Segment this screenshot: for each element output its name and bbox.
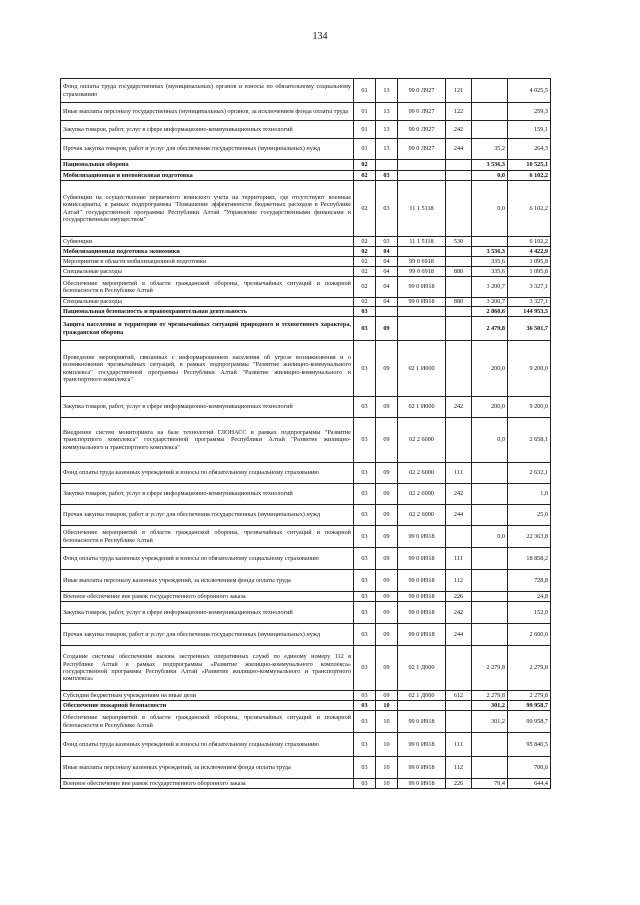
- subsection-code-cell: 04: [376, 277, 398, 298]
- table-row: [61, 779, 551, 789]
- target-article-cell: 99 0 И918: [398, 624, 446, 646]
- subsection-code-cell: 09: [376, 484, 398, 505]
- table-row: [61, 103, 551, 121]
- subsection-code-cell: 10: [376, 701, 398, 711]
- target-article-cell: 02 2 6000: [398, 418, 446, 463]
- expense-type-cell: [446, 341, 472, 397]
- section-code-cell: 03: [354, 463, 376, 484]
- section-code-cell: 03: [354, 779, 376, 789]
- target-article-cell: 11 1 5118: [398, 181, 446, 237]
- expense-type-cell: 226: [446, 779, 472, 789]
- expense-type-cell: [446, 418, 472, 463]
- expense-type-cell: 242: [446, 484, 472, 505]
- expense-type-cell: [446, 526, 472, 548]
- subsection-code-cell: [376, 307, 398, 317]
- subsection-code-cell: 09: [376, 624, 398, 646]
- subsection-code-cell: [376, 160, 398, 171]
- section-code-cell: 02: [354, 160, 376, 171]
- amount-change-cell: 3 536,3: [472, 160, 508, 171]
- expense-type-cell: [446, 171, 472, 181]
- amount-total-cell: 152,0: [508, 602, 551, 624]
- row-name-cell: Прочая закупка товаров, работ и услуг для обеспечения государственных (муниципальных) нужд: [61, 505, 354, 526]
- expense-type-cell: [446, 307, 472, 317]
- amount-change-cell: 35,2: [472, 139, 508, 160]
- amount-change-cell: [472, 592, 508, 602]
- section-code-cell: 01: [354, 103, 376, 121]
- target-article-cell: 99 0 И918: [398, 592, 446, 602]
- expense-type-cell: 122: [446, 103, 472, 121]
- amount-total-cell: 22 363,8: [508, 526, 551, 548]
- amount-change-cell: [472, 463, 508, 484]
- expense-type-cell: 121: [446, 79, 472, 103]
- target-article-cell: 02 1 И000: [398, 341, 446, 397]
- table-row: [61, 463, 551, 484]
- amount-total-cell: 18 858,2: [508, 548, 551, 570]
- subsection-code-cell: 09: [376, 397, 398, 418]
- subsection-code-cell: 09: [376, 602, 398, 624]
- subsection-code-cell: 10: [376, 757, 398, 779]
- table-row: [61, 277, 551, 298]
- subsection-code-cell: 09: [376, 418, 398, 463]
- row-name-cell: Обеспечение пожарной безопасности: [61, 701, 354, 711]
- amount-total-cell: 1 095,8: [508, 257, 551, 267]
- amount-change-cell: 335,6: [472, 267, 508, 277]
- row-name-cell: Закупка товаров, работ, услуг в сфере информационно-коммуникационных технологий: [61, 602, 354, 624]
- section-code-cell: 03: [354, 733, 376, 757]
- row-name-cell: Специальные расходы: [61, 267, 354, 277]
- expense-type-cell: 112: [446, 757, 472, 779]
- table-row: [61, 307, 551, 317]
- table-row: [61, 570, 551, 592]
- amount-change-cell: [472, 548, 508, 570]
- amount-total-cell: 259,3: [508, 103, 551, 121]
- subsection-code-cell: 09: [376, 570, 398, 592]
- amount-total-cell: 99 958,7: [508, 701, 551, 711]
- amount-total-cell: 2 600,0: [508, 624, 551, 646]
- row-name-cell: Обеспечение мероприятий в области гражданской обороны, чрезвычайных ситуаций и пожарной безопасности в Республике Алтай: [61, 277, 354, 298]
- table-row: [61, 181, 551, 237]
- section-code-cell: 03: [354, 570, 376, 592]
- table-row: [61, 298, 551, 307]
- amount-change-cell: 200,0: [472, 397, 508, 418]
- amount-total-cell: 3 327,1: [508, 298, 551, 307]
- row-name-cell: Национальная оборона: [61, 160, 354, 171]
- expense-type-cell: [446, 646, 472, 691]
- amount-change-cell: [472, 103, 508, 121]
- expense-type-cell: [446, 257, 472, 267]
- amount-change-cell: 79,4: [472, 779, 508, 789]
- table-row: [61, 711, 551, 733]
- amount-change-cell: 0,0: [472, 526, 508, 548]
- amount-change-cell: [472, 79, 508, 103]
- page-number: 134: [312, 31, 328, 42]
- section-code-cell: 02: [354, 181, 376, 237]
- amount-total-cell: 264,3: [508, 139, 551, 160]
- expense-type-cell: 244: [446, 624, 472, 646]
- subsection-code-cell: 04: [376, 267, 398, 277]
- expense-type-cell: 111: [446, 463, 472, 484]
- amount-total-cell: 700,0: [508, 757, 551, 779]
- target-article-cell: 02 2 6000: [398, 463, 446, 484]
- table-row: [61, 341, 551, 397]
- target-article-cell: 99 0 И918: [398, 570, 446, 592]
- expense-type-cell: 880: [446, 267, 472, 277]
- amount-total-cell: 9 200,0: [508, 397, 551, 418]
- expense-type-cell: 242: [446, 602, 472, 624]
- section-code-cell: 03: [354, 757, 376, 779]
- table-row: [61, 237, 551, 247]
- amount-change-cell: 3 536,3: [472, 247, 508, 257]
- amount-change-cell: [472, 484, 508, 505]
- target-article-cell: 02 1 Д000: [398, 646, 446, 691]
- row-name-cell: Создание системы обеспечения вызова экстренных оперативных служб по единому номеру 112 в Республике Алтай в рамках подпрограммы «Развитие жилищно-коммунального комплекса» государственной программы Республики Алтай «Развитие жилищно-коммунального и транспортного комплекса»: [61, 646, 354, 691]
- section-code-cell: 02: [354, 247, 376, 257]
- amount-change-cell: [472, 505, 508, 526]
- target-article-cell: 99 0 Л927: [398, 121, 446, 139]
- subsection-code-cell: 04: [376, 247, 398, 257]
- expense-type-cell: [446, 181, 472, 237]
- amount-total-cell: 24,8: [508, 592, 551, 602]
- expense-type-cell: 244: [446, 139, 472, 160]
- expense-type-cell: [446, 711, 472, 733]
- row-name-cell: Национальная безопасность и правоохранительная деятельность: [61, 307, 354, 317]
- amount-total-cell: 9 200,0: [508, 341, 551, 397]
- table-row: [61, 397, 551, 418]
- budget-table-body: [61, 79, 551, 789]
- target-article-cell: [398, 317, 446, 341]
- amount-change-cell: 0,0: [472, 171, 508, 181]
- section-code-cell: 02: [354, 298, 376, 307]
- table-row: [61, 733, 551, 757]
- amount-total-cell: 4 025,5: [508, 79, 551, 103]
- amount-total-cell: 728,8: [508, 570, 551, 592]
- row-name-cell: Закупка товаров, работ, услуг в сфере информационно-коммуникационных технологий: [61, 484, 354, 505]
- subsection-code-cell: 10: [376, 779, 398, 789]
- section-code-cell: 03: [354, 691, 376, 701]
- section-code-cell: 02: [354, 237, 376, 247]
- amount-total-cell: 6 102,2: [508, 181, 551, 237]
- amount-change-cell: 3 200,7: [472, 298, 508, 307]
- row-name-cell: Субсидии бюджетным учреждениям на иные цели: [61, 691, 354, 701]
- table-row: [61, 624, 551, 646]
- row-name-cell: Мобилизационная подготовка экономики: [61, 247, 354, 257]
- target-article-cell: 99 0 И918: [398, 298, 446, 307]
- amount-total-cell: 2 279,8: [508, 646, 551, 691]
- subsection-code-cell: 09: [376, 691, 398, 701]
- amount-change-cell: [472, 570, 508, 592]
- target-article-cell: 99 0 6918: [398, 267, 446, 277]
- subsection-code-cell: 09: [376, 548, 398, 570]
- expense-type-cell: 226: [446, 592, 472, 602]
- subsection-code-cell: 13: [376, 121, 398, 139]
- row-name-cell: Закупка товаров, работ, услуг в сфере информационно-коммуникационных технологий: [61, 397, 354, 418]
- amount-change-cell: [472, 121, 508, 139]
- subsection-code-cell: 09: [376, 317, 398, 341]
- section-code-cell: 02: [354, 257, 376, 267]
- row-name-cell: Защита населения и территории от чрезвычайных ситуаций природного и техногенного характера, гражданская оборона: [61, 317, 354, 341]
- target-article-cell: 99 0 И918: [398, 757, 446, 779]
- subsection-code-cell: 13: [376, 79, 398, 103]
- row-name-cell: Иные выплаты персоналу казенных учреждений, за исключением фонда оплаты труда: [61, 570, 354, 592]
- subsection-code-cell: 13: [376, 103, 398, 121]
- row-name-cell: Внедрение систем мониторинга на базе технологий ГЛОНАСС в рамках подпрограммы "Развитие транспортного комплекса" государственной программы Республики Алтай "Развитие жилищно-коммунального и транспортного комплекса": [61, 418, 354, 463]
- expense-type-cell: [446, 160, 472, 171]
- table-row: [61, 160, 551, 171]
- amount-total-cell: 3 327,1: [508, 277, 551, 298]
- expense-type-cell: 880: [446, 298, 472, 307]
- amount-total-cell: 2 658,1: [508, 418, 551, 463]
- target-article-cell: 99 0 Л927: [398, 139, 446, 160]
- subsection-code-cell: 09: [376, 341, 398, 397]
- expense-type-cell: 242: [446, 397, 472, 418]
- target-article-cell: [398, 247, 446, 257]
- budget-table: [60, 78, 551, 789]
- amount-total-cell: 1 095,8: [508, 267, 551, 277]
- amount-total-cell: 4 422,9: [508, 247, 551, 257]
- amount-change-cell: 2 279,8: [472, 691, 508, 701]
- subsection-code-cell: 09: [376, 505, 398, 526]
- section-code-cell: 03: [354, 526, 376, 548]
- row-name-cell: Обеспечение мероприятий в области гражданской обороны, чрезвычайных ситуаций и пожарной безопасности в Республике Алтай: [61, 526, 354, 548]
- row-name-cell: Мобилизационная и вневойсковая подготовка: [61, 171, 354, 181]
- target-article-cell: 11 1 5118: [398, 237, 446, 247]
- subsection-code-cell: 09: [376, 592, 398, 602]
- amount-total-cell: 10 525,1: [508, 160, 551, 171]
- target-article-cell: 99 0 И918: [398, 711, 446, 733]
- section-code-cell: 02: [354, 277, 376, 298]
- amount-total-cell: 36 501,7: [508, 317, 551, 341]
- target-article-cell: 02 1 Д000: [398, 691, 446, 701]
- table-row: [61, 757, 551, 779]
- amount-total-cell: 2 632,1: [508, 463, 551, 484]
- amount-total-cell: 95 840,5: [508, 733, 551, 757]
- row-name-cell: Иные выплаты персоналу государственных (муниципальных) органов, за исключением фонда оплаты труда: [61, 103, 354, 121]
- target-article-cell: 99 0 И918: [398, 526, 446, 548]
- amount-total-cell: 1,0: [508, 484, 551, 505]
- expense-type-cell: [446, 701, 472, 711]
- target-article-cell: 02 2 6000: [398, 484, 446, 505]
- expense-type-cell: [446, 247, 472, 257]
- target-article-cell: 99 0 И918: [398, 277, 446, 298]
- subsection-code-cell: 03: [376, 171, 398, 181]
- section-code-cell: 03: [354, 602, 376, 624]
- row-name-cell: Военное обеспечение вне рамок государственного оборонного заказа: [61, 592, 354, 602]
- target-article-cell: 02 2 6000: [398, 505, 446, 526]
- section-code-cell: 03: [354, 341, 376, 397]
- amount-change-cell: [472, 757, 508, 779]
- subsection-code-cell: 03: [376, 237, 398, 247]
- amount-change-cell: 0,0: [472, 418, 508, 463]
- target-article-cell: 02 1 И000: [398, 397, 446, 418]
- section-code-cell: 03: [354, 592, 376, 602]
- expense-type-cell: [446, 277, 472, 298]
- table-row: [61, 79, 551, 103]
- row-name-cell: Иные выплаты персоналу казенных учреждений, за исключением фонда оплаты труда: [61, 757, 354, 779]
- expense-type-cell: 111: [446, 548, 472, 570]
- section-code-cell: 03: [354, 307, 376, 317]
- subsection-code-cell: 09: [376, 646, 398, 691]
- section-code-cell: 03: [354, 397, 376, 418]
- target-article-cell: 99 0 И918: [398, 602, 446, 624]
- table-row: [61, 171, 551, 181]
- amount-total-cell: 6 102,2: [508, 171, 551, 181]
- table-row: [61, 592, 551, 602]
- amount-change-cell: 200,0: [472, 341, 508, 397]
- row-name-cell: Фонд оплаты труда казенных учреждений и взносы по обязательному социальному страхованию: [61, 463, 354, 484]
- section-code-cell: 02: [354, 171, 376, 181]
- table-row: [61, 257, 551, 267]
- subsection-code-cell: 10: [376, 711, 398, 733]
- table-row: [61, 505, 551, 526]
- table-row: [61, 484, 551, 505]
- row-name-cell: Проведение мероприятий, связанных с информированием населения об угрозе возникновения и о возникновении чрезвычайных ситуаций, в рамках подпрограммы "Развитие жилищно-коммунального комплекса" государственной программы Республики Алтай "Развитие жилищно-коммунального и транспортного комплекса": [61, 341, 354, 397]
- target-article-cell: [398, 307, 446, 317]
- target-article-cell: 99 0 6918: [398, 257, 446, 267]
- target-article-cell: 99 0 И918: [398, 733, 446, 757]
- target-article-cell: [398, 701, 446, 711]
- section-code-cell: 03: [354, 701, 376, 711]
- expense-type-cell: 112: [446, 570, 472, 592]
- expense-type-cell: 244: [446, 505, 472, 526]
- amount-change-cell: [472, 237, 508, 247]
- row-name-cell: Мероприятия в области мобилизационной подготовки: [61, 257, 354, 267]
- section-code-cell: 03: [354, 624, 376, 646]
- row-name-cell: Закупка товаров, работ, услуг в сфере информационно-коммуникационных технологий: [61, 121, 354, 139]
- section-code-cell: 03: [354, 418, 376, 463]
- amount-total-cell: 25,0: [508, 505, 551, 526]
- table-row: [61, 247, 551, 257]
- table-row: [61, 267, 551, 277]
- table-row: [61, 526, 551, 548]
- table-row: [61, 602, 551, 624]
- amount-total-cell: 99 958,7: [508, 711, 551, 733]
- subsection-code-cell: 04: [376, 298, 398, 307]
- amount-change-cell: 301,2: [472, 711, 508, 733]
- row-name-cell: Субвенции: [61, 237, 354, 247]
- table-row: [61, 139, 551, 160]
- section-code-cell: 01: [354, 79, 376, 103]
- section-code-cell: 03: [354, 505, 376, 526]
- amount-total-cell: 144 953,5: [508, 307, 551, 317]
- amount-total-cell: 644,4: [508, 779, 551, 789]
- subsection-code-cell: 03: [376, 181, 398, 237]
- amount-change-cell: [472, 733, 508, 757]
- expense-type-cell: [446, 317, 472, 341]
- section-code-cell: 03: [354, 484, 376, 505]
- row-name-cell: Прочая закупка товаров, работ и услуг для обеспечения государственных (муниципальных) нужд: [61, 139, 354, 160]
- section-code-cell: 03: [354, 548, 376, 570]
- amount-change-cell: 301,2: [472, 701, 508, 711]
- row-name-cell: Прочая закупка товаров, работ и услуг для обеспечения государственных (муниципальных) нужд: [61, 624, 354, 646]
- target-article-cell: 99 0 И918: [398, 548, 446, 570]
- table-row: [61, 548, 551, 570]
- row-name-cell: Фонд оплаты труда казенных учреждений и взносы по обязательному социальному страхованию: [61, 733, 354, 757]
- amount-total-cell: 159,1: [508, 121, 551, 139]
- row-name-cell: Специальные расходы: [61, 298, 354, 307]
- section-code-cell: 01: [354, 139, 376, 160]
- target-article-cell: [398, 171, 446, 181]
- expense-type-cell: 612: [446, 691, 472, 701]
- amount-change-cell: 2 279,8: [472, 646, 508, 691]
- section-code-cell: 01: [354, 121, 376, 139]
- subsection-code-cell: 04: [376, 257, 398, 267]
- expense-type-cell: 530: [446, 237, 472, 247]
- amount-change-cell: 0,0: [472, 181, 508, 237]
- target-article-cell: 99 0 Л927: [398, 79, 446, 103]
- section-code-cell: 03: [354, 711, 376, 733]
- amount-change-cell: [472, 624, 508, 646]
- section-code-cell: 03: [354, 317, 376, 341]
- row-name-cell: Военное обеспечение вне рамок государственного оборонного заказа: [61, 779, 354, 789]
- section-code-cell: 02: [354, 267, 376, 277]
- subsection-code-cell: 09: [376, 526, 398, 548]
- subsection-code-cell: 09: [376, 463, 398, 484]
- amount-change-cell: 2 479,8: [472, 317, 508, 341]
- row-name-cell: Фонд оплаты труда государственных (муниципальных) органов и взносы по обязательному социальному страхованию: [61, 79, 354, 103]
- target-article-cell: 99 0 Л927: [398, 103, 446, 121]
- row-name-cell: Субвенции на осуществление первичного воинского учета на территориях, где отсутствуют военные комиссариаты, в рамках подпрограммы "Повышение эффективности бюджетных расходов в Республике Алтай" государственной программы Республики Алтай "Управление государственными финансами и государственным имуществом": [61, 181, 354, 237]
- table-row: [61, 317, 551, 341]
- amount-total-cell: 6 102,2: [508, 237, 551, 247]
- amount-change-cell: [472, 602, 508, 624]
- target-article-cell: 99 0 И918: [398, 779, 446, 789]
- table-row: [61, 691, 551, 701]
- table-row: [61, 646, 551, 691]
- target-article-cell: [398, 160, 446, 171]
- table-row: [61, 418, 551, 463]
- amount-total-cell: 2 279,8: [508, 691, 551, 701]
- expense-type-cell: 242: [446, 121, 472, 139]
- table-row: [61, 121, 551, 139]
- subsection-code-cell: 10: [376, 733, 398, 757]
- table-row: [61, 701, 551, 711]
- amount-change-cell: 3 200,7: [472, 277, 508, 298]
- amount-change-cell: 335,6: [472, 257, 508, 267]
- subsection-code-cell: 13: [376, 139, 398, 160]
- section-code-cell: 03: [354, 646, 376, 691]
- amount-change-cell: 2 860,6: [472, 307, 508, 317]
- expense-type-cell: 111: [446, 733, 472, 757]
- row-name-cell: Фонд оплаты труда казенных учреждений и взносы по обязательному социальному страхованию: [61, 548, 354, 570]
- row-name-cell: Обеспечение мероприятий в области гражданской обороны, чрезвычайных ситуаций и пожарной безопасности в Республике Алтай: [61, 711, 354, 733]
